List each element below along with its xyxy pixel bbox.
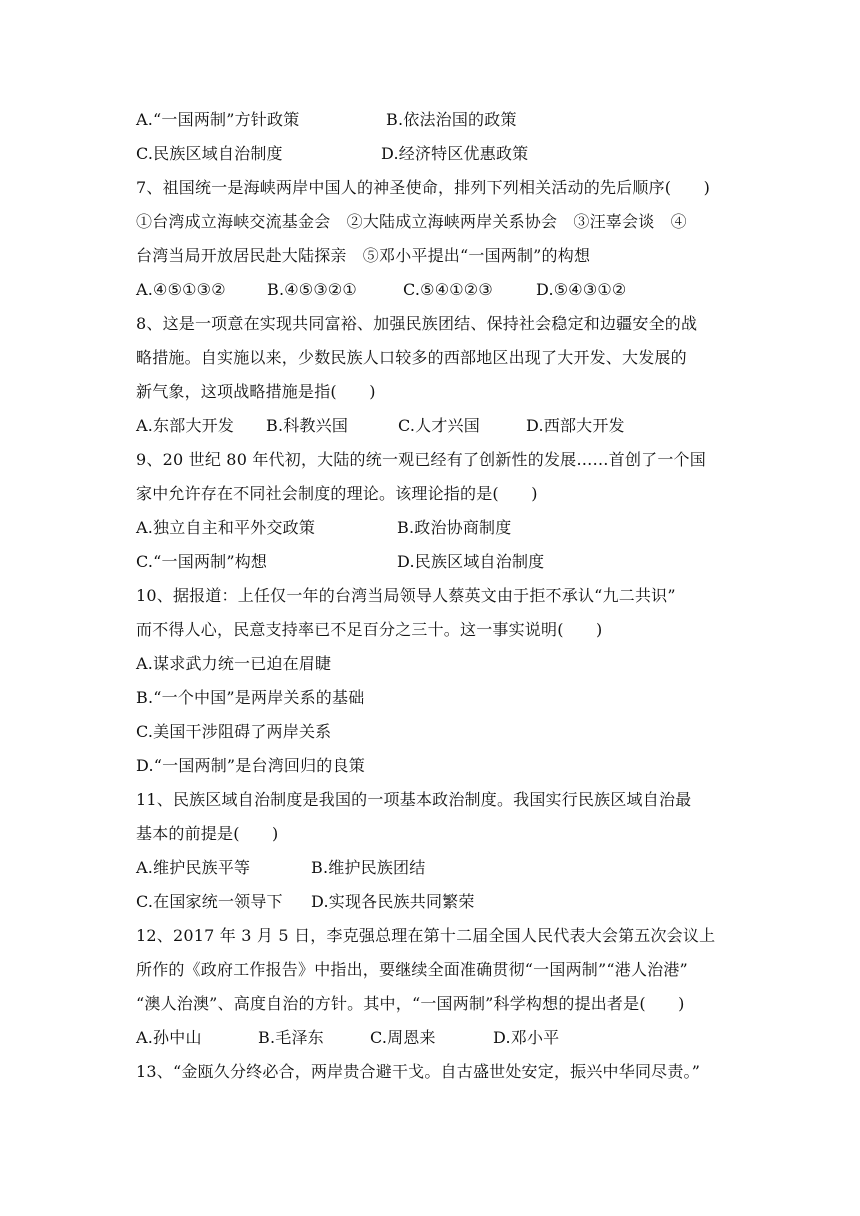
q11-stem-line-1: 11、民族区域自治制度是我国的一项基本政治制度。我国实行民族区域自治最 <box>136 790 692 809</box>
q11-option-b: B.维护民族团结 <box>311 858 426 877</box>
q9-option-a: A.独立自主和平外交政策 <box>136 518 316 537</box>
q8-option-b: B.科教兴国 <box>266 416 349 435</box>
q10-option-c: C.美国干涉阻碍了两岸关系 <box>136 722 332 741</box>
q9-stem-line-2: 家中允许存在不同社会制度的理论。该理论指的是( ) <box>136 484 538 503</box>
q13-stem-line-1: 13、“金瓯久分终必合，两岸贵合避干戈。自古盛世处安定，振兴中华同尽责。” <box>136 1062 701 1081</box>
q6-option-b: B.依法治国的政策 <box>386 110 517 129</box>
q7-option-d: D.⑤④③①② <box>536 280 627 299</box>
q8-stem-line-1: 8、这是一项意在实现共同富裕、加强民族团结、保持社会稳定和边疆安全的战 <box>136 314 698 333</box>
q6-option-d: D.经济特区优惠政策 <box>381 144 529 163</box>
q10-option-d: D.“一国两制”是台湾回归的良策 <box>136 756 365 775</box>
q11-option-d: D.实现各民族共同繁荣 <box>311 892 475 911</box>
q10-stem-line-2: 而不得人心，民意支持率已不足百分之三十。这一事实说明( ) <box>136 620 603 639</box>
q12-option-d: D.邓小平 <box>493 1028 560 1047</box>
q8-option-c: C.人才兴国 <box>398 416 480 435</box>
q10-option-a: A.谋求武力统一已迫在眉睫 <box>136 654 332 673</box>
q9-option-c: C.“一国两制”构想 <box>136 552 268 571</box>
q9-stem-line-1: 9、20 世纪 80 年代初，大陆的统一观已经有了创新性的发展……首创了一个国 <box>136 450 706 469</box>
q7-stem-line-3: 台湾当局开放居民赴大陆探亲 ⑤邓小平提出“一国两制”的构想 <box>136 246 591 265</box>
q7-stem-line-1: 7、祖国统一是海峡两岸中国人的神圣使命，排列下列相关活动的先后顺序( ) <box>136 178 711 197</box>
q6-option-c: C.民族区域自治制度 <box>136 144 283 163</box>
q11-option-a: A.维护民族平等 <box>136 858 251 877</box>
q12-option-a: A.孙中山 <box>136 1028 202 1047</box>
q6-option-a: A.“一国两制”方针政策 <box>136 110 300 129</box>
q12-stem-line-1: 12、2017 年 3 月 5 日，李克强总理在第十二届全国人民代表大会第五次会议上 <box>136 926 716 945</box>
q12-stem-line-3: “澳人治澳”、高度自治的方针。其中，“一国两制”科学构想的提出者是( ) <box>136 994 685 1013</box>
q11-option-c: C.在国家统一领导下 <box>136 892 283 911</box>
q9-option-b: B.政治协商制度 <box>397 518 512 537</box>
q9-option-d: D.民族区域自治制度 <box>397 552 545 571</box>
q12-option-b: B.毛泽东 <box>258 1028 324 1047</box>
q10-option-b: B.“一个中国”是两岸关系的基础 <box>136 688 365 707</box>
q7-stem-line-2: ①台湾成立海峡交流基金会 ②大陆成立海峡两岸关系协会 ③汪辜会谈 ④ <box>136 212 687 231</box>
q8-option-a: A.东部大开发 <box>136 416 235 435</box>
q8-option-d: D.西部大开发 <box>526 416 625 435</box>
q12-option-c: C.周恩来 <box>370 1028 436 1047</box>
q12-stem-line-2: 所作的《政府工作报告》中指出，要继续全面准确贯彻“一国两制”“港人治港” <box>136 960 688 979</box>
q10-stem-line-1: 10、据报道：上任仅一年的台湾当局领导人蔡英文由于拒不承认“九二共识” <box>136 586 676 605</box>
q7-option-c: C.⑤④①②③ <box>403 280 493 299</box>
q8-stem-line-3: 新气象，这项战略措施是指( ) <box>136 382 376 401</box>
q11-stem-line-2: 基本的前提是( ) <box>136 824 279 843</box>
q7-option-b: B.④⑤③②① <box>267 280 357 299</box>
q8-stem-line-2: 略措施。自实施以来，少数民族人口较多的西部地区出现了大开发、大发展的 <box>136 348 687 367</box>
q7-option-a: A.④⑤①③② <box>136 280 226 299</box>
